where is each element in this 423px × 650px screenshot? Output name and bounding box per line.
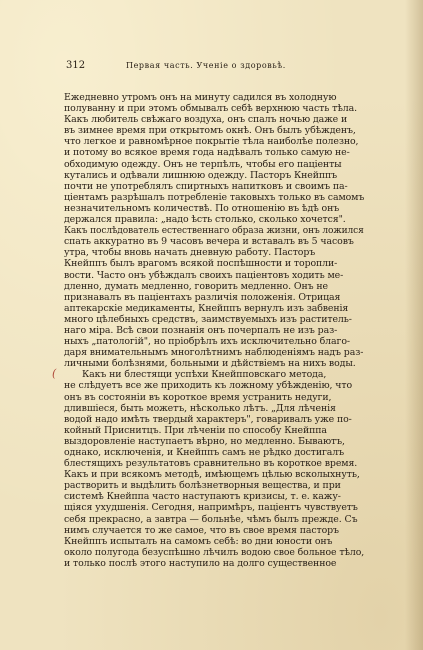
text-line: Кнейппъ былъ врагомъ всякой поспѣшности и торопли- — [64, 258, 338, 270]
text-line: даря внимательнымъ многолѣтнимъ наблюденіямъ надъ раз- — [64, 347, 364, 359]
margin-pencil-mark: ( — [52, 367, 57, 380]
text-line: ныхъ „патологій", но пріобрѣлъ ихъ исключительно благо- — [64, 336, 350, 348]
text-line: Какъ любитель свѣжаго воздуха, онъ спалъ ночью даже и — [64, 114, 348, 126]
text-line: Ежедневно утромъ онъ на минуту садился въ холодную — [64, 92, 337, 103]
running-title: Первая часть. Ученіе о здоровьѣ. — [126, 61, 286, 70]
text-line: и потому во всякое время года надѣвалъ только самую не- — [64, 147, 350, 159]
text-line: около полугода безуспѣшно лѣчилъ водою свое больное тѣло, — [64, 546, 365, 558]
text-line: койный Приснитцъ. При лѣченіи по способу Кнейппа — [64, 424, 327, 436]
text-line: нимъ случается то же самое, что въ свое время пасторъ — [64, 524, 339, 536]
text-line: себя прекрасно, а завтра — больнѣе, чѣмъ былъ прежде. Съ — [64, 513, 358, 525]
text-line: Кнейппъ испыталъ на самомъ себѣ: во дни юности онъ — [64, 535, 333, 547]
text-line: утра, чтобы вновь начать дневную работу. Пасторъ — [64, 247, 316, 259]
text-line: много цѣлебныхъ средствъ, заимствуемыхъ изъ раститель- — [64, 313, 352, 325]
text-line: блестящихъ результатовъ сравнительно въ короткое время. — [64, 458, 358, 470]
text-line: въ зимнее время при открытомъ окнѣ. Онъ былъ убѣжденъ, — [64, 125, 356, 137]
page-number: 312 — [66, 60, 86, 71]
text-line: Какъ ни блестящи успѣхи Кнейпповскаго метода, — [82, 369, 327, 381]
text-line: щіяся ухудшенія. Сегодня, напримѣръ, паціентъ чувствуетъ — [64, 502, 358, 514]
text-line: Какъ послѣдователь естественнаго образа жизни, онъ ложился — [64, 225, 364, 237]
text-line: наго міра. Всѣ свои познанія онъ почерпалъ не изъ раз- — [64, 324, 338, 336]
text-line: однако, исключенія, и Кнейппъ самъ не рѣдко достигалъ — [64, 447, 345, 458]
text-line: онъ въ состояніи въ короткое время устранить недуги, — [64, 391, 332, 403]
text-line: личными болѣзнями, больными и дѣйствіемъ на нихъ воды. — [64, 358, 356, 370]
page-spine-shadow — [405, 0, 423, 650]
text-line: полуванну и при этомъ обмывалъ себѣ верхнюю часть тѣла. — [64, 103, 357, 115]
text-line: растворить и выдѣлить болѣзнетворныя вещества, и при — [64, 480, 341, 492]
text-line: почти не употреблялъ спиртныхъ напитковъ и своимъ па- — [64, 180, 348, 192]
text-line: ціентамъ разрѣшалъ потребленіе таковыхъ только въ самомъ — [64, 191, 365, 203]
text-line: вости. Часто онъ убѣждалъ своихъ паціентовъ ходить ме- — [64, 269, 344, 281]
text-line: аптекарскіе медикаменты, Кнейппъ вернулъ изъ забвенія — [64, 302, 349, 314]
text-line: и только послѣ этого наступило на долго существенное — [64, 557, 337, 569]
text-line: обходимую одежду. Онъ не терпѣлъ, чтобы его паціенты — [64, 158, 342, 170]
text-line: системѣ Кнейппа часто наступаютъ кризисы, т. е. кажу- — [64, 491, 341, 503]
text-line: незначительномъ количествѣ. По отношенію въ ѣдѣ онъ — [64, 202, 340, 214]
text-line: спать аккуратно въ 9 часовъ вечера и вставалъ въ 5 часовъ — [64, 236, 354, 248]
text-line: длившіеся, быть можетъ, нѣсколько лѣтъ. „Для лѣченія — [64, 402, 336, 414]
text-line: признавалъ въ паціентахъ различія положенія. Отрицая — [64, 291, 341, 303]
text-line: водой надо имѣть твердый характеръ", говаривалъ уже по- — [64, 413, 352, 425]
text-line: Какъ и при всякомъ методѣ, имѣющемъ цѣлью всколыхнуть, — [64, 469, 360, 481]
text-line: выздоровленіе наступаетъ вѣрно, но медленно. Бываютъ, — [64, 435, 345, 447]
text-line: кутались и одѣвали лишнюю одежду. Пасторъ Кнейппъ — [64, 169, 338, 181]
text-line: не слѣдуетъ все же приходить къ ложному убѣжденію, что — [64, 380, 352, 392]
text-line: держался правила: „надо ѣсть столько, сколько хочется". — [64, 214, 346, 226]
body-text — [64, 92, 364, 569]
text-line: дленно, думать медленно, говорить медленно. Онъ не — [64, 280, 328, 292]
text-line: что легкое и равномѣрное покрытіе тѣла наиболѣе полезно, — [64, 136, 359, 148]
